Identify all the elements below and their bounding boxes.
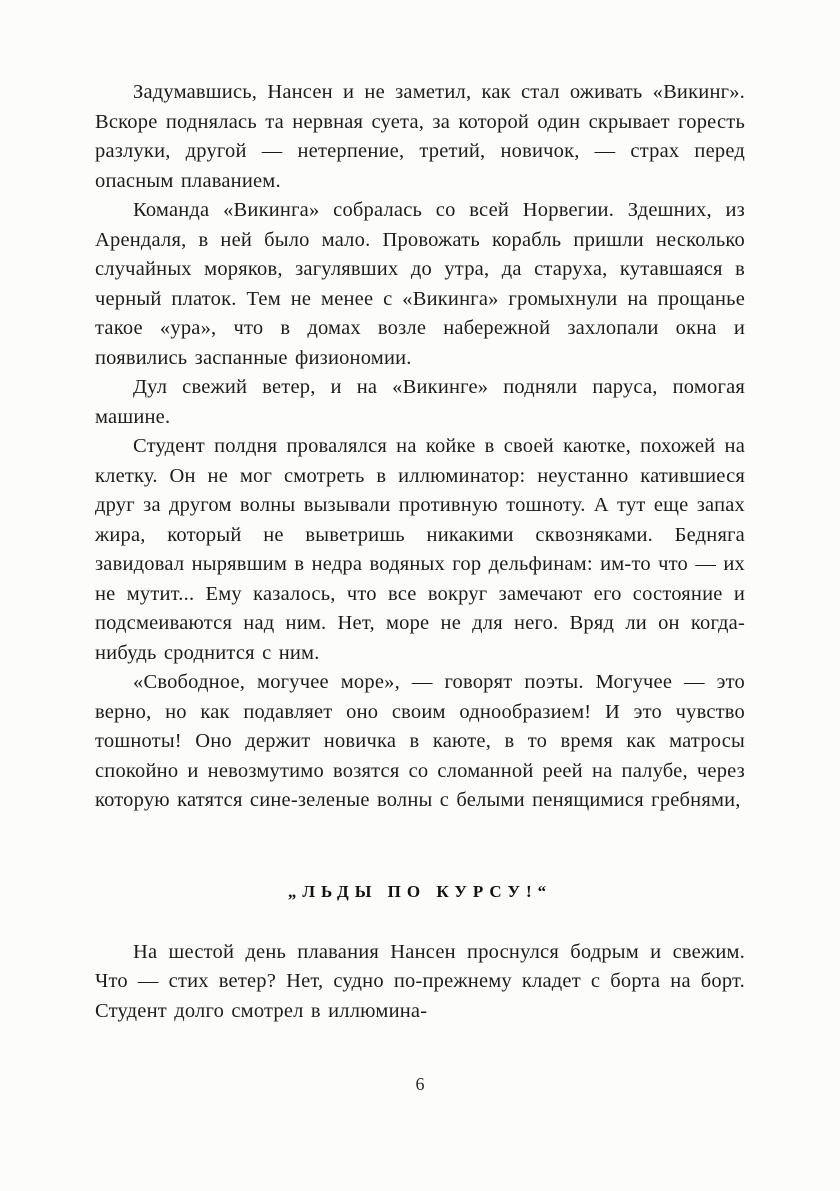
page-text-block	[95, 78, 745, 1026]
page-number: 6	[415, 1074, 425, 1094]
paragraph: На шестой день плавания Нансен проснулся бодрым и свежим. Что — стих ветер? Нет, судно по-прежнему кладет с борта на борт. Студент долго смотрел в иллюмина-	[95, 940, 745, 1022]
paragraph: Дул свежий ветер, и на «Викинге» подняли паруса, помогая машине.	[95, 376, 745, 428]
chapter-heading: „ЛЬДЫ ПО КУРСУ!“	[287, 881, 553, 901]
paragraph: «Свободное, могучее море», — говорят поэты. Могучее — это верно, но как подавляет оно своим однообразием! И это чувство тошноты! Оно держит новичка в каюте, в то время как матросы спокойно и невозмутимо возятся со сломанной реей на палубе, через которую катятся сине-зеленые волны с белыми пенящимися гребнями,	[95, 671, 745, 811]
paragraph: Студент полдня провалялся на койке в своей каютке, похожей на клетку. Он не мог смотреть в иллюминатор: неустанно катившиеся друг за другом волны вызывали противную тошноту. А тут еще запах жира, который не выветришь никакими сквозняками. Бедняга завидовал нырявшим в недра водяных гор дельфинам: им-то что — их не мутит... Ему казалось, что все вокруг замечают его состояние и подсмеиваются над ним. Нет, море не для него. Вряд ли он когда-нибудь сроднится с ним.	[95, 435, 745, 664]
paragraph: Задумавшись, Нансен и не заметил, как стал оживать «Викинг». Вскоре поднялась та нервная суета, за которой один скрывает горесть разлуки, другой — нетерпение, третий, новичок, — страх перед опасным плаванием.	[95, 81, 745, 192]
paragraph: Команда «Викинга» собралась со всей Норвегии. Здешних, из Арендаля, в ней было мало. Провожать корабль пришли несколько случайных моряков, загулявших до утра, да старуха, кутавшаяся в черный платок. Тем не менее с «Викинга» громыхнули на прощанье такое «ура», что в домах возле набережной захлопали окна и появились заспанные физиономии.	[95, 199, 745, 369]
